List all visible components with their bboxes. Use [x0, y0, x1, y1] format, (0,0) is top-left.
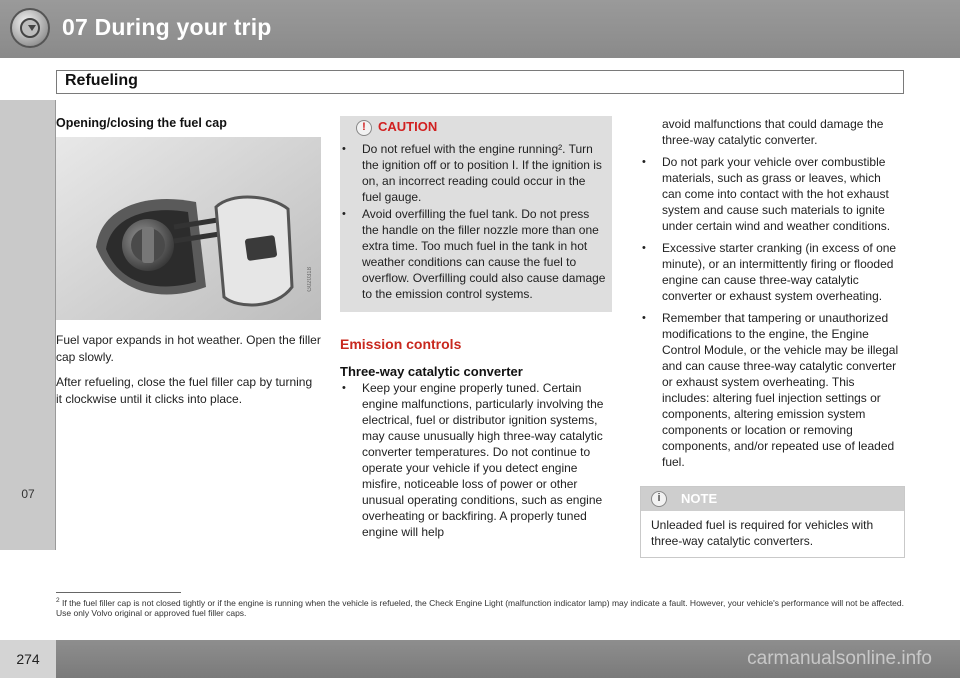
watermark-text: carmanualsonline.info [747, 648, 932, 669]
note-title: NOTE [681, 491, 718, 506]
converter-list-continued [640, 154, 905, 470]
converter-item [340, 380, 612, 540]
page-number-box [0, 640, 56, 678]
continued-text: avoid malfunctions that could damage the three-way catalytic converter. [662, 117, 884, 147]
converter-item-text: Keep your engine properly tuned. Certain engine malfunctions, particularly involving the electrical, fuel or distributor ignition systems, may cause unusually high three-way catalytic converter temperatures. Do not continue to operate your vehicle if you detect engine misfire, noticeable loss of power or other unusual operating conditions, such as engine overheating or backfiring. A properly tuned engine will help [362, 381, 604, 539]
caution-title: CAUTION [378, 119, 438, 134]
caution-item [340, 141, 612, 205]
image-reference-code: G020318 [307, 267, 313, 292]
fuel-cap-photo [56, 137, 321, 320]
right-column [640, 116, 905, 558]
caution-item-text: Avoid overfilling the fuel tank. Do not press the handle on the filler nozzle more than one extra time. Too much fuel in the tank in hot weather conditions can cause the fuel to overflow. Overfilling could also cause damage to the emission control systems. [362, 207, 606, 301]
info-icon: i [651, 491, 667, 507]
note-header [641, 487, 904, 511]
converter-item [640, 154, 905, 234]
page-number: 274 [16, 651, 40, 667]
chapter-title: 07 During your trip [62, 14, 272, 40]
converter-item-text: Excessive starter cranking (in excess of one minute), or an intermittently firing or flooded engine can cause three-way catalytic converter or exhaust system overheating. [662, 241, 897, 303]
caution-header [340, 116, 612, 140]
chapter-side-tab [0, 100, 56, 550]
emission-heading: Emission controls [340, 336, 462, 352]
caution-item-text: Do not refuel with the engine running². Turn the ignition off or to position I. If the ignition is on, an incorrect reading could occur in the fuel gauge. [362, 142, 602, 204]
footnote-marker: 2 [56, 597, 60, 604]
chapter-header-bar [0, 0, 960, 58]
caution-item [340, 206, 612, 302]
section-title: Refueling [65, 72, 138, 89]
warning-icon: ! [356, 120, 372, 136]
footer-bar [0, 640, 960, 678]
caution-box [340, 116, 612, 312]
vapor-paragraph: Fuel vapor expands in hot weather. Open the filler cap slowly. [56, 333, 321, 364]
footnote-rule [56, 592, 181, 593]
note-box [640, 486, 905, 558]
section-bar [56, 70, 904, 94]
converter-item-text: Remember that tampering or unauthorized modifications to the engine, the Engine Control Module, or the vehicle may be illegal and can cause three-way catalytic converter or exhaust system overheating. This includes: altering fuel injection settings or components, altering emission system components or location or removing components, and/or repeated use of leaded fuel. [662, 311, 899, 469]
middle-column [340, 116, 612, 540]
note-text: Unleaded fuel is required for vehicles with three-way catalytic converters. [651, 518, 874, 548]
footnote-text: If the fuel filler cap is not closed tightly or if the engine is running when the vehicle is refueled, the Check Engine Light (malfunction indicator lamp) may indicate a fault. However, your vehicle's performance will not be affected. Use only Volvo original or approved fuel filler caps. [56, 597, 904, 619]
fuel-cap-heading: Opening/closing the fuel cap [56, 116, 227, 130]
converter-subheading: Three-way catalytic converter [340, 364, 523, 379]
caution-list [340, 141, 612, 302]
converter-item-text: Do not park your vehicle over combustible materials, such as grass or leaves, which can come into contact with the hot exhaust system and cause such materials to ignite under certain wind and weather conditions. [662, 155, 891, 233]
footnote [56, 596, 906, 619]
fuel-cap-illustration [56, 137, 321, 320]
closing-paragraph: After refueling, close the fuel filler cap by turning it clockwise until it clicks into place. [56, 375, 313, 406]
volvo-logo-icon [10, 8, 50, 48]
left-column [56, 116, 321, 408]
converter-item [640, 310, 905, 470]
chapter-tab-label: 07 [21, 487, 35, 501]
converter-list [340, 380, 612, 540]
converter-item [640, 240, 905, 304]
